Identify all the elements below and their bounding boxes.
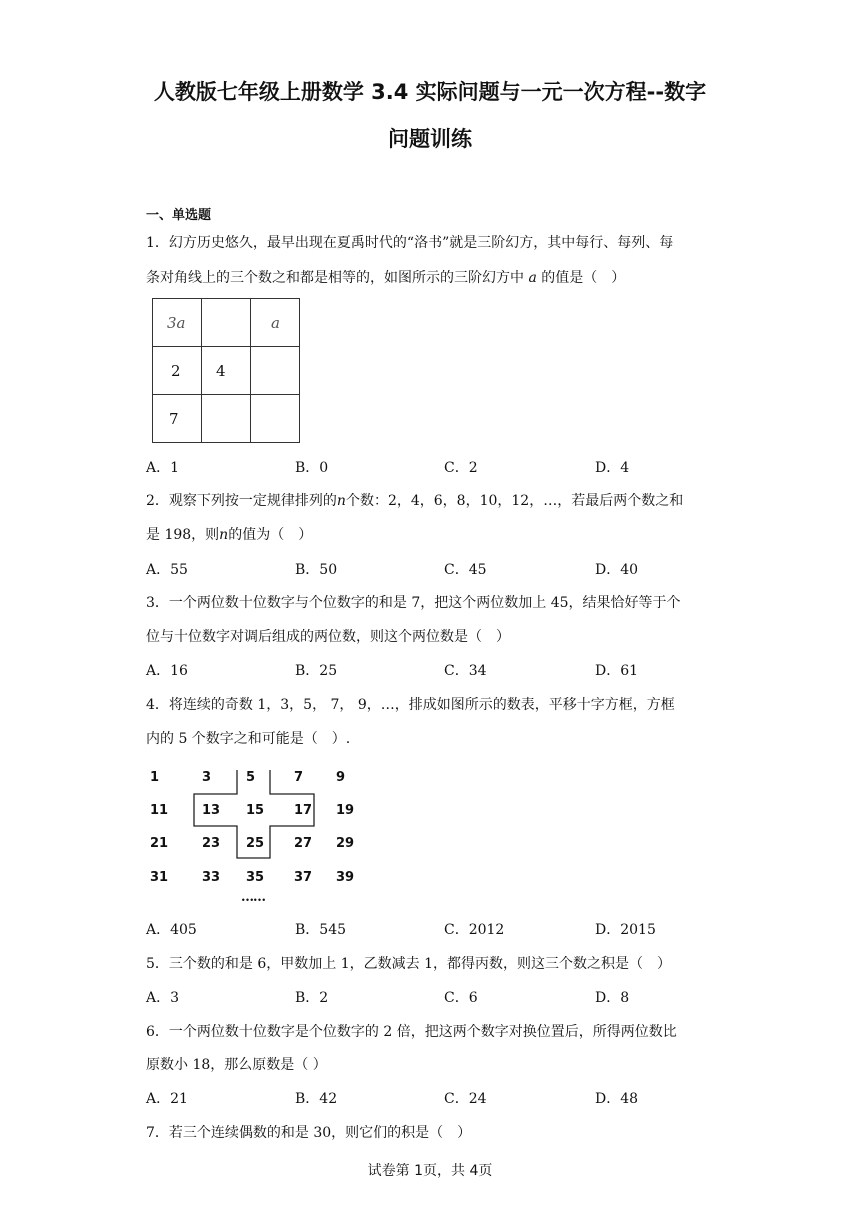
number-cell: 35	[246, 870, 265, 885]
magic-cell	[202, 395, 251, 443]
number-cell: 33	[202, 870, 221, 885]
q6-option-d[interactable]: D．48	[595, 1091, 639, 1107]
page-footer: 试卷第 1页，共 4页	[367, 1163, 493, 1179]
number-cell: 19	[336, 803, 355, 818]
q4-text-line2: 内的 5 个数字之和可能是（ ）.	[146, 731, 351, 747]
q3-text-line2: 位与十位数字对调后组成的两位数，则这个两位数是（ ）	[146, 629, 510, 645]
magic-square	[152, 298, 300, 443]
magic-cell	[202, 299, 251, 347]
q4-text-line1: 4．将连续的奇数 1，3，5， 7， 9，…，排成如图所示的数表，平移十字方框，方框	[146, 697, 675, 713]
q6-option-c[interactable]: C．24	[444, 1091, 487, 1107]
q6-text-line2: 原数小 18，那么原数是（ ）	[146, 1057, 327, 1073]
q5-text-line1: 5．三个数的和是 6，甲数加上 1，乙数减去 1，都得丙数，则这三个数之积是（ ）	[146, 956, 671, 972]
magic-cell: 3a	[153, 299, 202, 347]
magic-cell: a	[251, 299, 300, 347]
q1-text-line1: 1．幻方历史悠久，最早出现在夏禹时代的“洛书”就是三阶幻方，其中每行、每列、每	[146, 235, 674, 251]
magic-cell: 2	[153, 347, 202, 395]
number-cell: 37	[294, 870, 313, 885]
number-cell: 9	[336, 770, 346, 785]
q6-option-a[interactable]: A．21	[146, 1091, 188, 1107]
number-cell: 29	[336, 836, 355, 851]
q3-option-a[interactable]: A．16	[146, 663, 188, 679]
magic-cell	[251, 395, 300, 443]
magic-cell: 7	[153, 395, 202, 443]
number-cell: 25	[246, 836, 265, 851]
odd-number-table	[146, 770, 376, 910]
number-cell: 17	[294, 803, 313, 818]
q3-option-b[interactable]: B．25	[295, 663, 338, 679]
q5-option-a[interactable]: A．3	[146, 990, 180, 1006]
q6-text-line1: 6．一个两位数十位数字是个位数字的 2 倍，把这两个数字对换位置后，所得两位数比	[146, 1024, 677, 1040]
number-cell: 13	[202, 803, 221, 818]
q2-option-c[interactable]: C．45	[444, 562, 487, 578]
number-cell: 23	[202, 836, 221, 851]
number-cell: 7	[294, 770, 304, 785]
q1-option-b[interactable]: B．0	[295, 460, 329, 476]
q2-text-line1: 2．观察下列按一定规律排列的n个数：2，4，6，8，10，12，…，若最后两个数之和	[146, 493, 684, 509]
q3-option-c[interactable]: C．34	[444, 663, 487, 679]
q2-variable: n	[219, 527, 229, 543]
number-cell: 31	[150, 870, 169, 885]
q1-option-a[interactable]: A．1	[146, 460, 180, 476]
number-cell: 39	[336, 870, 355, 885]
q6-option-b[interactable]: B．42	[295, 1091, 338, 1107]
q1-variable: a	[528, 270, 537, 286]
q3-text-line1: 3．一个两位数十位数字与个位数字的和是 7，把这个两位数加上 45，结果恰好等于个	[146, 595, 681, 611]
q4-option-a[interactable]: A．405	[146, 922, 197, 938]
magic-cell	[251, 347, 300, 395]
q5-option-c[interactable]: C．6	[444, 990, 478, 1006]
number-cell: 5	[246, 770, 256, 785]
number-cell: 11	[150, 803, 169, 818]
q2-option-b[interactable]: B．50	[295, 562, 338, 578]
page-title-line1: 人教版七年级上册数学 3.4 实际问题与一元一次方程--数字	[153, 80, 707, 104]
number-cell: 27	[294, 836, 313, 851]
q2-option-a[interactable]: A．55	[146, 562, 188, 578]
cross-frame	[146, 770, 376, 870]
magic-cell: 4	[202, 347, 251, 395]
q3-option-d[interactable]: D．61	[595, 663, 639, 679]
q4-option-b[interactable]: B．545	[295, 922, 347, 938]
number-cell: 15	[246, 803, 265, 818]
ellipsis: ……	[241, 890, 265, 905]
number-cell: 3	[202, 770, 212, 785]
q4-option-d[interactable]: D．2015	[595, 922, 656, 938]
q1-text-line2: 条对角线上的三个数之和都是相等的，如图所示的三阶幻方中 a 的值是（ ）	[146, 270, 626, 286]
q7-text-line1: 7．若三个连续偶数的和是 30，则它们的积是（ ）	[146, 1125, 472, 1141]
q1-option-d[interactable]: D．4	[595, 460, 630, 476]
q1-option-c[interactable]: C．2	[444, 460, 478, 476]
q5-option-b[interactable]: B．2	[295, 990, 329, 1006]
q2-text-line2: 是 198，则n的值为（ ）	[146, 527, 313, 543]
q2-variable: n	[336, 493, 346, 509]
page-title-line2: 问题训练	[388, 127, 472, 151]
section-heading: 一、单选题	[146, 208, 212, 223]
number-cell: 1	[150, 770, 160, 785]
number-cell: 21	[150, 836, 169, 851]
q2-option-d[interactable]: D．40	[595, 562, 639, 578]
q4-option-c[interactable]: C．2012	[444, 922, 505, 938]
q5-option-d[interactable]: D．8	[595, 990, 630, 1006]
